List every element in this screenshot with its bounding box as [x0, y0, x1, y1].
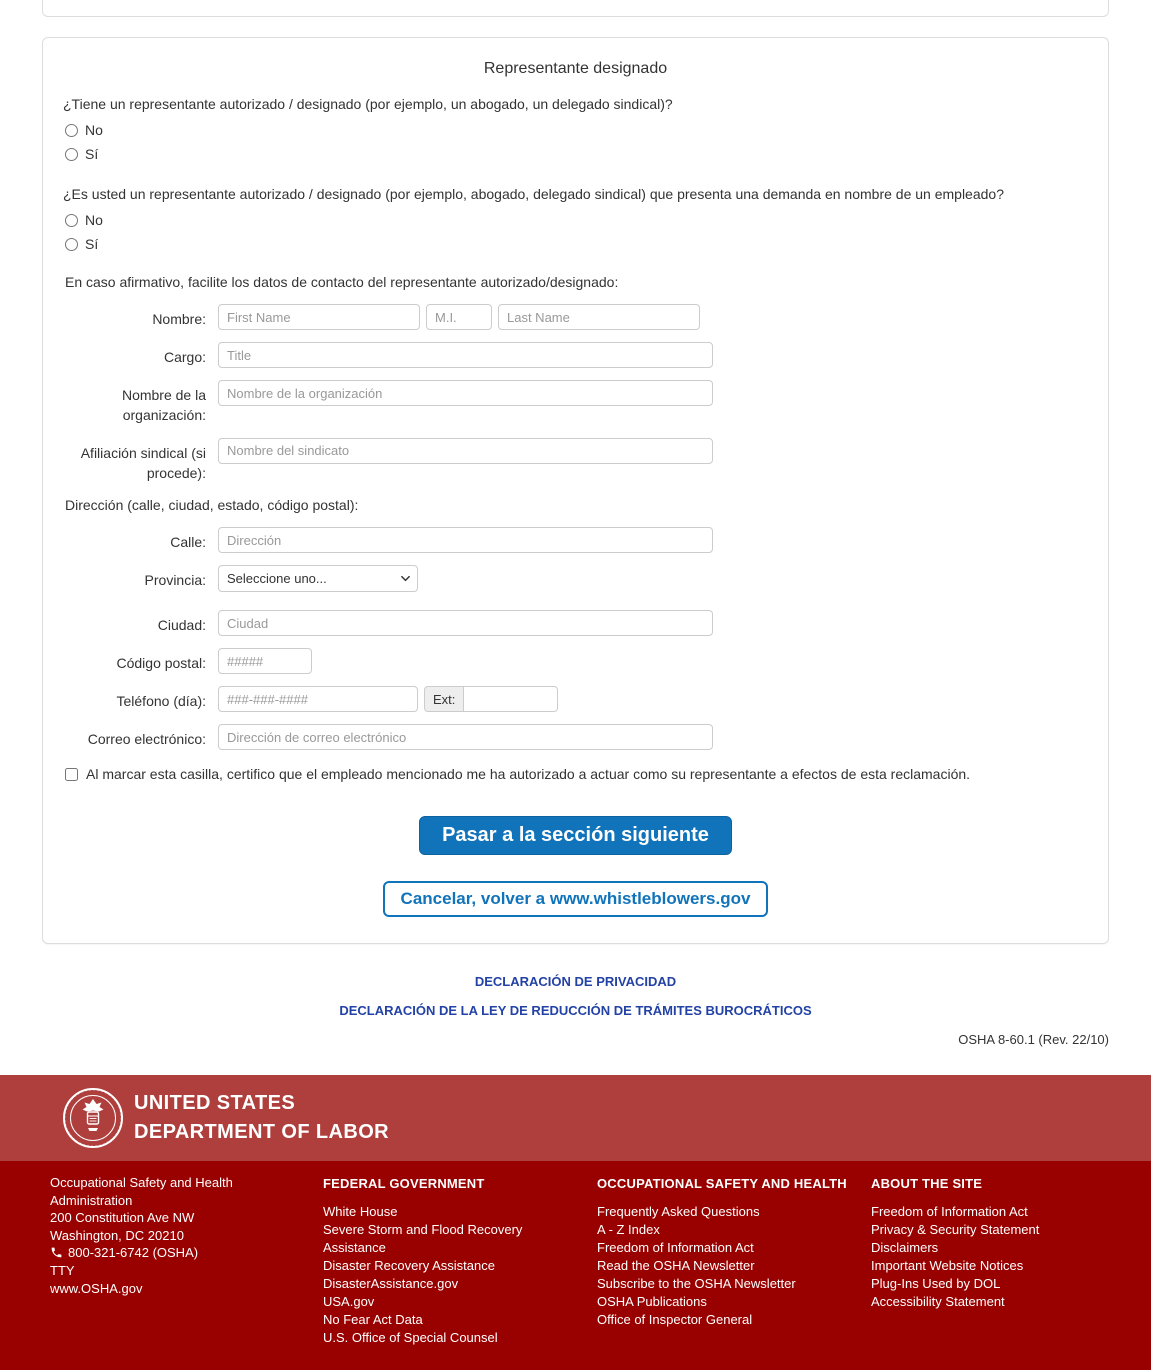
- footer-column-heading: FEDERAL GOVERNMENT: [323, 1176, 485, 1192]
- certify-checkbox[interactable]: [65, 768, 78, 781]
- footer-federal-government-column: [323, 1174, 597, 1350]
- state-label: Provincia:: [144, 572, 206, 589]
- previous-section-panel-edge: [42, 0, 1109, 17]
- q1-no-radio[interactable]: [65, 124, 78, 137]
- footer-osha-column: [597, 1174, 871, 1350]
- footer-agency-line1: UNITED STATES: [134, 1092, 296, 1115]
- footer-link[interactable]: Plug-Ins Used by DOL: [871, 1276, 1001, 1292]
- street-label: Calle:: [170, 534, 206, 551]
- footer-link[interactable]: Frequently Asked Questions: [597, 1204, 760, 1220]
- footer-link[interactable]: Privacy & Security Statement: [871, 1222, 1040, 1238]
- q2-no-label: No: [85, 212, 103, 228]
- footer-link[interactable]: OSHA Publications: [597, 1294, 707, 1310]
- middle-initial-input[interactable]: [426, 304, 492, 330]
- footer-org-name: Occupational Safety and Health Administration: [50, 1175, 233, 1208]
- union-label: Afiliación sindical (si procede):: [80, 444, 206, 481]
- title-input[interactable]: [218, 342, 713, 368]
- radio-option-no-q2: [65, 212, 1088, 228]
- dol-seal-logo: [62, 1087, 124, 1149]
- footer-contact-column: [50, 1174, 323, 1350]
- ext-input[interactable]: [464, 686, 558, 712]
- footer-phone: 800-321-6742 (OSHA): [68, 1245, 199, 1261]
- representative-contact-intro: En caso afirmativo, facilite los datos de contacto del representante autorizado/designado:: [65, 274, 619, 290]
- name-label: Nombre:: [152, 311, 206, 327]
- dol-footer-banner: [0, 1075, 1151, 1161]
- radio-option-yes-q1: [65, 146, 1088, 162]
- footer-link[interactable]: Important Website Notices: [871, 1258, 1024, 1274]
- footer-link[interactable]: U.S. Office of Special Counsel: [323, 1330, 498, 1346]
- footer-link[interactable]: Office of Inspector General: [597, 1312, 753, 1328]
- footer-street: 200 Constitution Ave NW: [50, 1210, 195, 1226]
- footer-link[interactable]: Accessibility Statement: [871, 1294, 1005, 1310]
- q1-yes-label: Sí: [85, 146, 99, 162]
- privacy-statement-link[interactable]: DECLARACIÓN DE PRIVACIDAD: [474, 974, 677, 990]
- state-row: [63, 565, 1088, 592]
- footer-city: Washington, DC 20210: [50, 1227, 184, 1243]
- question-has-representative: ¿Tiene un representante autorizado / designado (por ejemplo, un abogado, un delegado sindical)?: [63, 96, 673, 112]
- footer-link[interactable]: Severe Storm and Flood Recovery Assistance: [323, 1222, 523, 1256]
- footer-link[interactable]: Read the OSHA Newsletter: [597, 1258, 755, 1274]
- zip-row: [63, 648, 1088, 674]
- email-row: [63, 724, 1088, 750]
- footer-link[interactable]: USA.gov: [323, 1294, 375, 1310]
- footer-agency-line2: DEPARTMENT OF LABOR: [134, 1121, 389, 1144]
- phone-input[interactable]: [218, 686, 418, 712]
- footer-link[interactable]: Freedom of Information Act: [597, 1240, 754, 1256]
- footer-column-heading: ABOUT THE SITE: [871, 1176, 983, 1192]
- radio-option-no-q1: [65, 122, 1088, 138]
- footer-website-link[interactable]: www.OSHA.gov: [50, 1280, 143, 1296]
- zip-input[interactable]: [218, 648, 312, 674]
- footer-column-heading: OCCUPATIONAL SAFETY AND HEALTH: [597, 1176, 847, 1192]
- title-row: [63, 342, 1088, 368]
- footer-link[interactable]: Freedom of Information Act: [871, 1204, 1028, 1220]
- footer-link[interactable]: Subscribe to the OSHA Newsletter: [597, 1276, 796, 1292]
- osha-form-number: OSHA 8-60.1 (Rev. 22/10): [958, 1032, 1109, 1048]
- radio-option-yes-q2: [65, 236, 1088, 252]
- q2-yes-label: Sí: [85, 236, 99, 252]
- city-input[interactable]: [218, 610, 713, 636]
- city-row: [63, 610, 1088, 636]
- footer-link[interactable]: No Fear Act Data: [323, 1312, 423, 1328]
- phone-row: [63, 686, 1088, 712]
- state-select[interactable]: [218, 565, 418, 592]
- phone-icon: [50, 1246, 63, 1259]
- footer-nav: [0, 1161, 1151, 1370]
- paperwork-reduction-act-link[interactable]: DECLARACIÓN DE LA LEY DE REDUCCIÓN DE TRÁMITES BUROCRÁTICOS: [339, 1003, 812, 1019]
- designated-representative-section: [42, 37, 1109, 944]
- street-row: [63, 527, 1088, 553]
- q2-no-radio[interactable]: [65, 214, 78, 227]
- footer-tty-link[interactable]: TTY: [50, 1262, 75, 1278]
- footer-link[interactable]: DisasterAssistance.gov: [323, 1276, 459, 1292]
- phone-label: Teléfono (día):: [116, 693, 206, 710]
- email-label: Correo electrónico:: [87, 731, 206, 748]
- page-content: [42, 0, 1109, 1075]
- section-title: Representante designado: [483, 60, 668, 77]
- certify-checkbox-label: Al marcar esta casilla, certifico que el empleado mencionado me ha autorizado a actuar como su representante a efectos de esta reclamación.: [86, 766, 971, 783]
- cancel-button[interactable]: Cancelar, volver a www.whistleblowers.gov: [383, 881, 769, 917]
- organization-input[interactable]: [218, 380, 713, 406]
- address-section-label: Dirección (calle, ciudad, estado, código postal):: [65, 497, 359, 514]
- title-label: Cargo:: [163, 349, 206, 365]
- union-input[interactable]: [218, 438, 713, 464]
- footer-about-column: [871, 1174, 1151, 1350]
- first-name-input[interactable]: [218, 304, 420, 330]
- footer-link[interactable]: Disclaimers: [871, 1240, 939, 1256]
- footer-link[interactable]: A - Z Index: [597, 1222, 660, 1238]
- footer-link[interactable]: Disaster Recovery Assistance: [323, 1258, 495, 1274]
- ext-label: Ext:: [424, 686, 464, 712]
- certify-checkbox-row: [65, 766, 1088, 782]
- street-input[interactable]: [218, 527, 713, 553]
- q1-no-label: No: [85, 122, 103, 138]
- union-row: [63, 438, 1088, 484]
- organization-row: [63, 380, 1088, 426]
- q2-yes-radio[interactable]: [65, 238, 78, 251]
- next-section-button[interactable]: Pasar a la sección siguiente: [419, 816, 732, 855]
- question-is-representative: ¿Es usted un representante autorizado / designado (por ejemplo, abogado, delegado sindical) que presenta una demanda en nombre de un empleado?: [63, 186, 1004, 202]
- q1-yes-radio[interactable]: [65, 148, 78, 161]
- organization-label: Nombre de la organización:: [121, 387, 206, 424]
- last-name-input[interactable]: [498, 304, 700, 330]
- footer-link[interactable]: White House: [323, 1204, 398, 1220]
- city-label: Ciudad:: [157, 617, 206, 634]
- zip-label: Código postal:: [116, 655, 206, 672]
- name-row: [63, 304, 1088, 330]
- email-input[interactable]: [218, 724, 713, 750]
